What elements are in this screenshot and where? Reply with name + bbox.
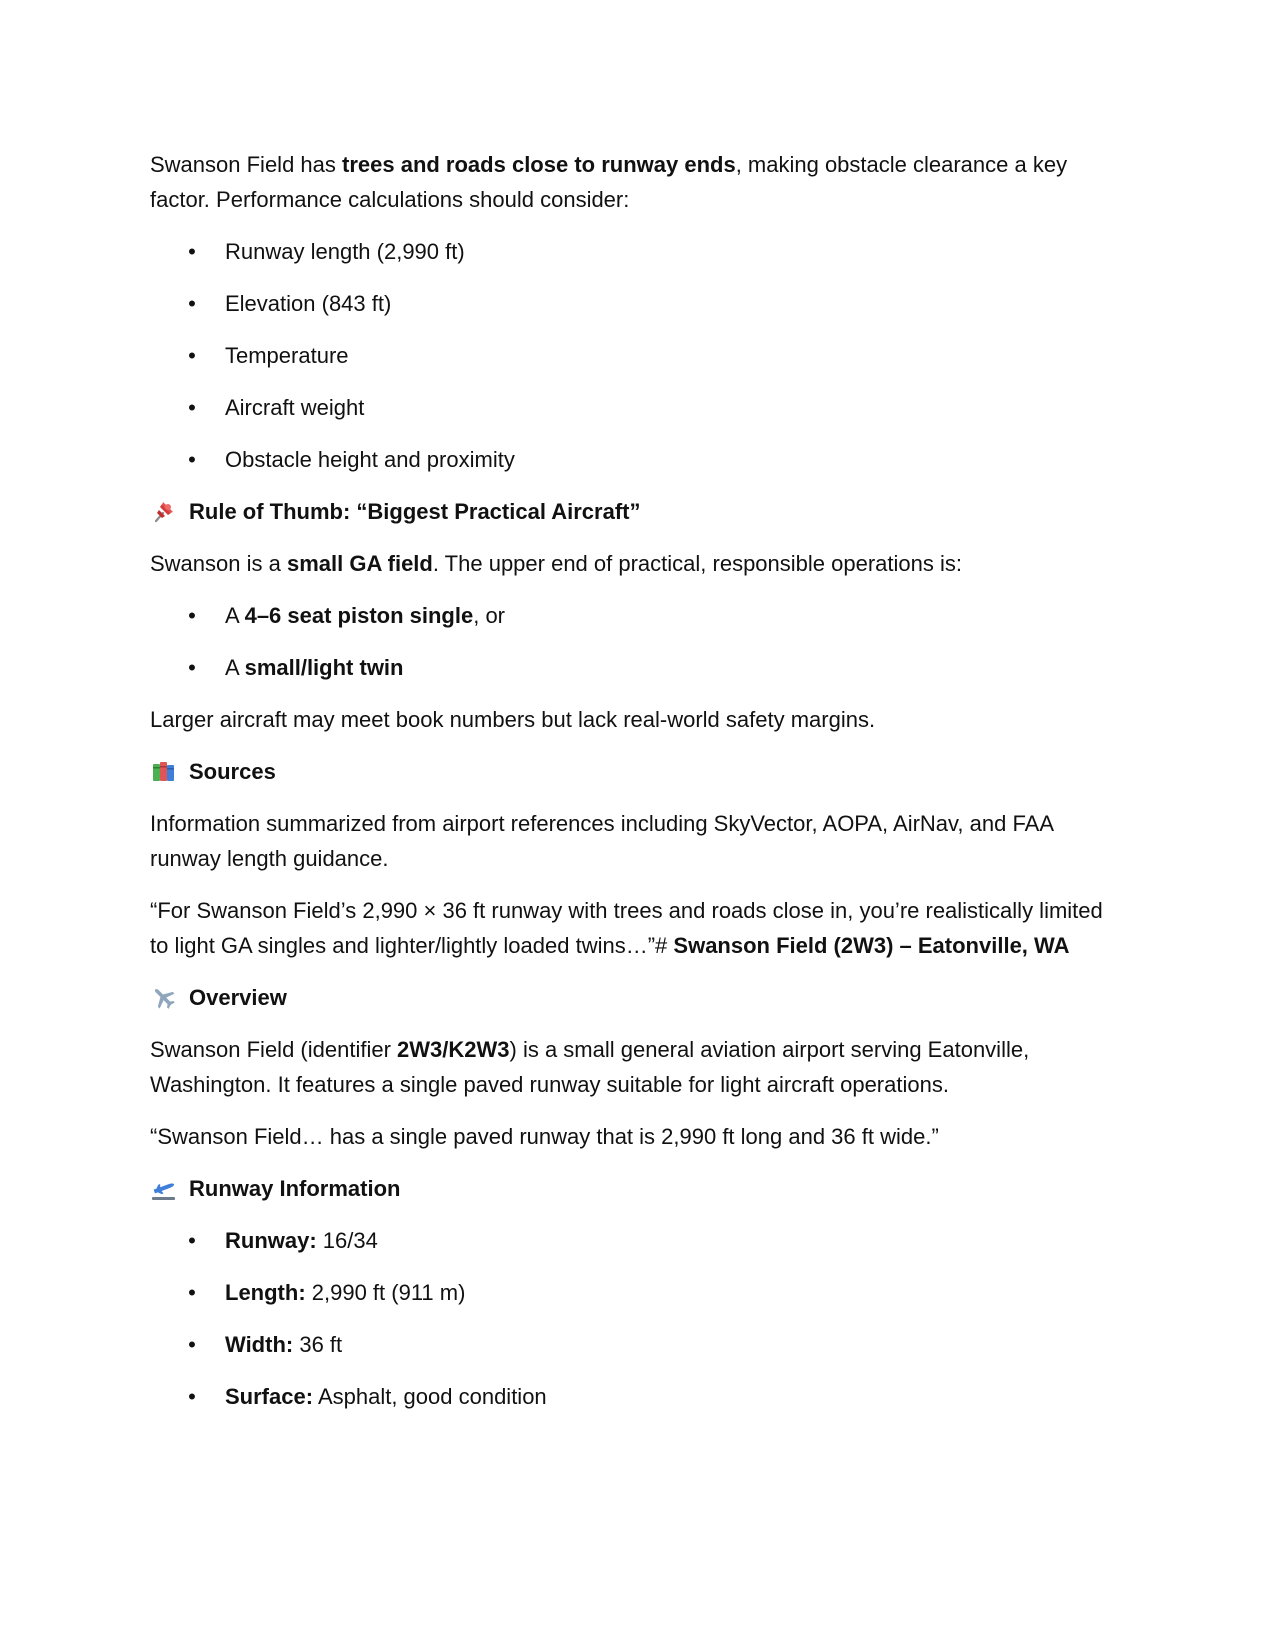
list-item: • Width: 36 ft <box>188 1332 343 1357</box>
rule-of-thumb-heading: Rule of Thumb: “Biggest Practical Aircraft” <box>150 494 1125 529</box>
list-item: • A 4–6 seat piston single, or <box>188 603 506 628</box>
quote-paragraph: “For Swanson Field’s 2,990 × 36 ft runway with trees and roads close in, you’re realistically limited to light GA singles and lighter/lightly loaded twins…”# Swanson Field (2W3) – Eatonville, WA <box>150 898 1103 958</box>
list-item: • Obstacle height and proximity <box>188 447 515 472</box>
runway-information-heading: Runway Information <box>150 1171 1125 1206</box>
list-item: • Surface: Asphalt, good condition <box>188 1384 547 1409</box>
runway-quote: “Swanson Field… has a single paved runway that is 2,990 ft long and 36 ft wide.” <box>150 1124 939 1149</box>
airplane-departure-icon <box>150 1175 177 1202</box>
rule-paragraph: Swanson is a small GA field. The upper end of practical, responsible operations is: <box>150 551 962 576</box>
sources-paragraph: Information summarized from airport references including SkyVector, AOPA, AirNav, and FAA runway length guidance. <box>150 811 1053 871</box>
aircraft-list <box>150 598 1125 685</box>
list-item: • Elevation (843 ft) <box>188 291 392 316</box>
factors-list <box>150 234 1125 477</box>
intro-paragraph: Swanson Field has trees and roads close to runway ends, making obstacle clearance a key factor. Performance calculations should consider: <box>150 152 1068 212</box>
pushpin-icon <box>150 498 177 525</box>
overview-heading: Overview <box>150 980 1125 1015</box>
document-title: Swanson Field (2W3) – Eatonville, WA <box>673 933 1070 958</box>
larger-aircraft-note: Larger aircraft may meet book numbers but lack real-world safety margins. <box>150 707 876 732</box>
books-icon <box>150 758 177 785</box>
list-item: • Aircraft weight <box>188 395 365 420</box>
list-item: • A small/light twin <box>188 655 404 680</box>
list-item: • Runway length (2,990 ft) <box>188 239 465 264</box>
airplane-icon <box>150 984 177 1011</box>
sources-heading: Sources <box>150 754 1125 789</box>
runway-info-list <box>150 1223 1125 1414</box>
overview-paragraph: Swanson Field (identifier 2W3/K2W3) is a small general aviation airport serving Eatonville, Washington. It features a single paved runway suitable for light aircraft operations. <box>150 1037 1030 1097</box>
list-item: • Temperature <box>188 343 349 368</box>
list-item: • Runway: 16/34 <box>188 1228 378 1253</box>
list-item: • Length: 2,990 ft (911 m) <box>188 1280 466 1305</box>
